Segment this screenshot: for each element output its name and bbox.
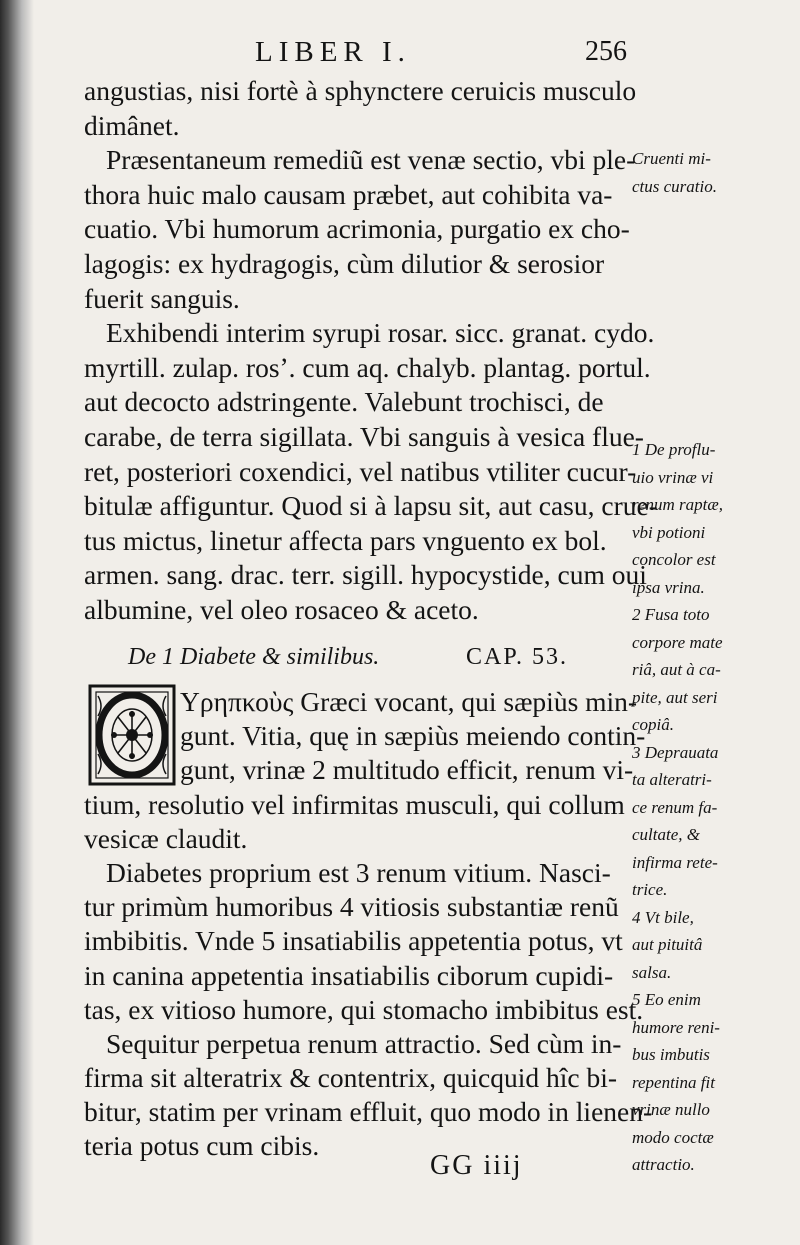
text-line: carabe, de terra sigillata. Vbi sanguis à vesica flue- (84, 420, 644, 452)
margin-line: 1 De proflu- (632, 440, 716, 459)
text-line: Υρηπκοὺς Græci vocant, qui sæpiùs min- (180, 686, 638, 717)
text-line: gunt. Vitia, quę in sæpiùs meiendo contin- (180, 720, 646, 752)
running-head-title: LIBER I. (255, 36, 411, 68)
text-line: cuatio. Vbi humorum acrimonia, purgatio ex cho- (84, 213, 630, 245)
margin-note-top (632, 145, 797, 200)
text-line: lagogis: ex hydragogis, cùm dilutior & serosior (84, 247, 605, 279)
margin-line: Cruenti mi- (632, 149, 711, 168)
margin-line: vbi potioni (632, 522, 706, 542)
margin-line: 4 Vt bile, (632, 907, 694, 927)
margin-line: 2 Fusa toto (632, 605, 710, 624)
text-line: gunt, vrinæ 2 multitudo efficit, renum vi- (180, 754, 634, 786)
text-line: angustias, nisi fortè à sphynctere ceruicis musculo (84, 75, 637, 106)
text-line: Exhibendi interim syrupi rosar. sicc. granat. cydo. (106, 317, 655, 349)
margin-line: renum raptæ, (632, 495, 723, 514)
text-line: bitur, statim per vrinam effluit, quo modo in lienen- (84, 1096, 653, 1128)
margin-line: ta alteratri- (632, 770, 712, 789)
main-text-block (84, 74, 658, 628)
margin-line: riâ, aut à ca- (632, 660, 721, 679)
text-line: tur primùm humoribus 4 vitiosis substantiæ renũ (84, 891, 619, 923)
margin-line: attractio. (632, 1155, 695, 1174)
margin-line: salsa. (632, 962, 672, 982)
text-line: bitulæ affiguntur. Quod si à lapsu sit, aut casu, crue- (84, 490, 658, 522)
text-line: myrtill. zulap. rosʼ. cum aq. chalyb. plantag. portul. (84, 351, 651, 383)
catchword-signature: GG iiij (430, 1150, 523, 1181)
chapter-number: CAP. 53. (466, 644, 569, 670)
text-line: in canina appetentia insatiabilis ciborum cupidi- (84, 959, 614, 991)
chapter-title: De 1 Diabete & similibus. (128, 644, 380, 670)
margin-notes-side (632, 436, 797, 1179)
margin-line: repentina fit (632, 1072, 715, 1092)
margin-line: modo coctæ (632, 1127, 714, 1147)
text-line: Præsentaneum remediũ est venæ sectio, vbi ple- (106, 144, 636, 176)
text-line: tus mictus, linetur affecta pars vnguento ex bol. (84, 524, 607, 556)
text-line: Diabetes proprium est 3 renum vitium. Nasci- (106, 856, 611, 888)
margin-line: aut pituitâ (632, 935, 703, 954)
margin-line: humore reni- (632, 1017, 720, 1037)
page-gutter-shadow (0, 0, 34, 1245)
margin-line: 5 Eo enim (632, 990, 701, 1009)
page-number: 256 (585, 36, 627, 67)
text-line: fuerit sanguis. (84, 282, 240, 314)
text-line: imbibitis. Vnde 5 insatiabilis appetentia potus, vt (84, 925, 623, 957)
margin-line: infirma rete- (632, 852, 718, 872)
margin-line: trice. (632, 880, 668, 899)
text-line: armen. sang. drac. terr. sigill. hypocystide, cum oui (84, 559, 647, 591)
text-line: aut decocto adstringente. Valebunt trochisci, de (84, 386, 604, 418)
margin-line: concolor est (632, 550, 716, 569)
text-line: vesicæ claudit. (84, 822, 248, 854)
margin-line: ipsa vrina. (632, 577, 705, 597)
running-header (255, 36, 775, 72)
chapter-heading (128, 644, 618, 684)
margin-line: ctus curatio. (632, 176, 717, 196)
margin-line: pite, aut seri (632, 687, 718, 707)
margin-line: copiâ. (632, 715, 675, 734)
text-line: teria potus cum cibis. (84, 1130, 320, 1162)
margin-line: vrinæ nullo (632, 1100, 710, 1119)
text-line: tas, ex vitioso humore, qui stomacho imbibitus est. (84, 993, 644, 1025)
margin-line: bus imbutis (632, 1045, 710, 1064)
margin-line: uio vrinæ vi (632, 467, 714, 487)
text-line: tium, resolutio vel infirmitas musculi, qui collum (84, 788, 625, 820)
text-line: dimânet. (84, 109, 180, 141)
margin-line: 3 Deprauata (632, 742, 719, 762)
margin-line: corpore mate (632, 632, 723, 652)
text-line: firma sit alteratrix & contentrix, quicquid hîc bi- (84, 1062, 618, 1094)
text-line: albumine, vel oleo rosaceo & aceto. (84, 593, 479, 625)
text-line: Sequitur perpetua renum attractio. Sed cùm in- (106, 1027, 622, 1059)
text-line: ret, posteriori coxendici, vel natibus vtiliter cucur- (84, 455, 637, 487)
text-line: thora huic malo causam præbet, aut cohibita va- (84, 178, 613, 210)
margin-line: ce renum fa- (632, 797, 718, 817)
margin-line: cultate, & (632, 825, 700, 844)
